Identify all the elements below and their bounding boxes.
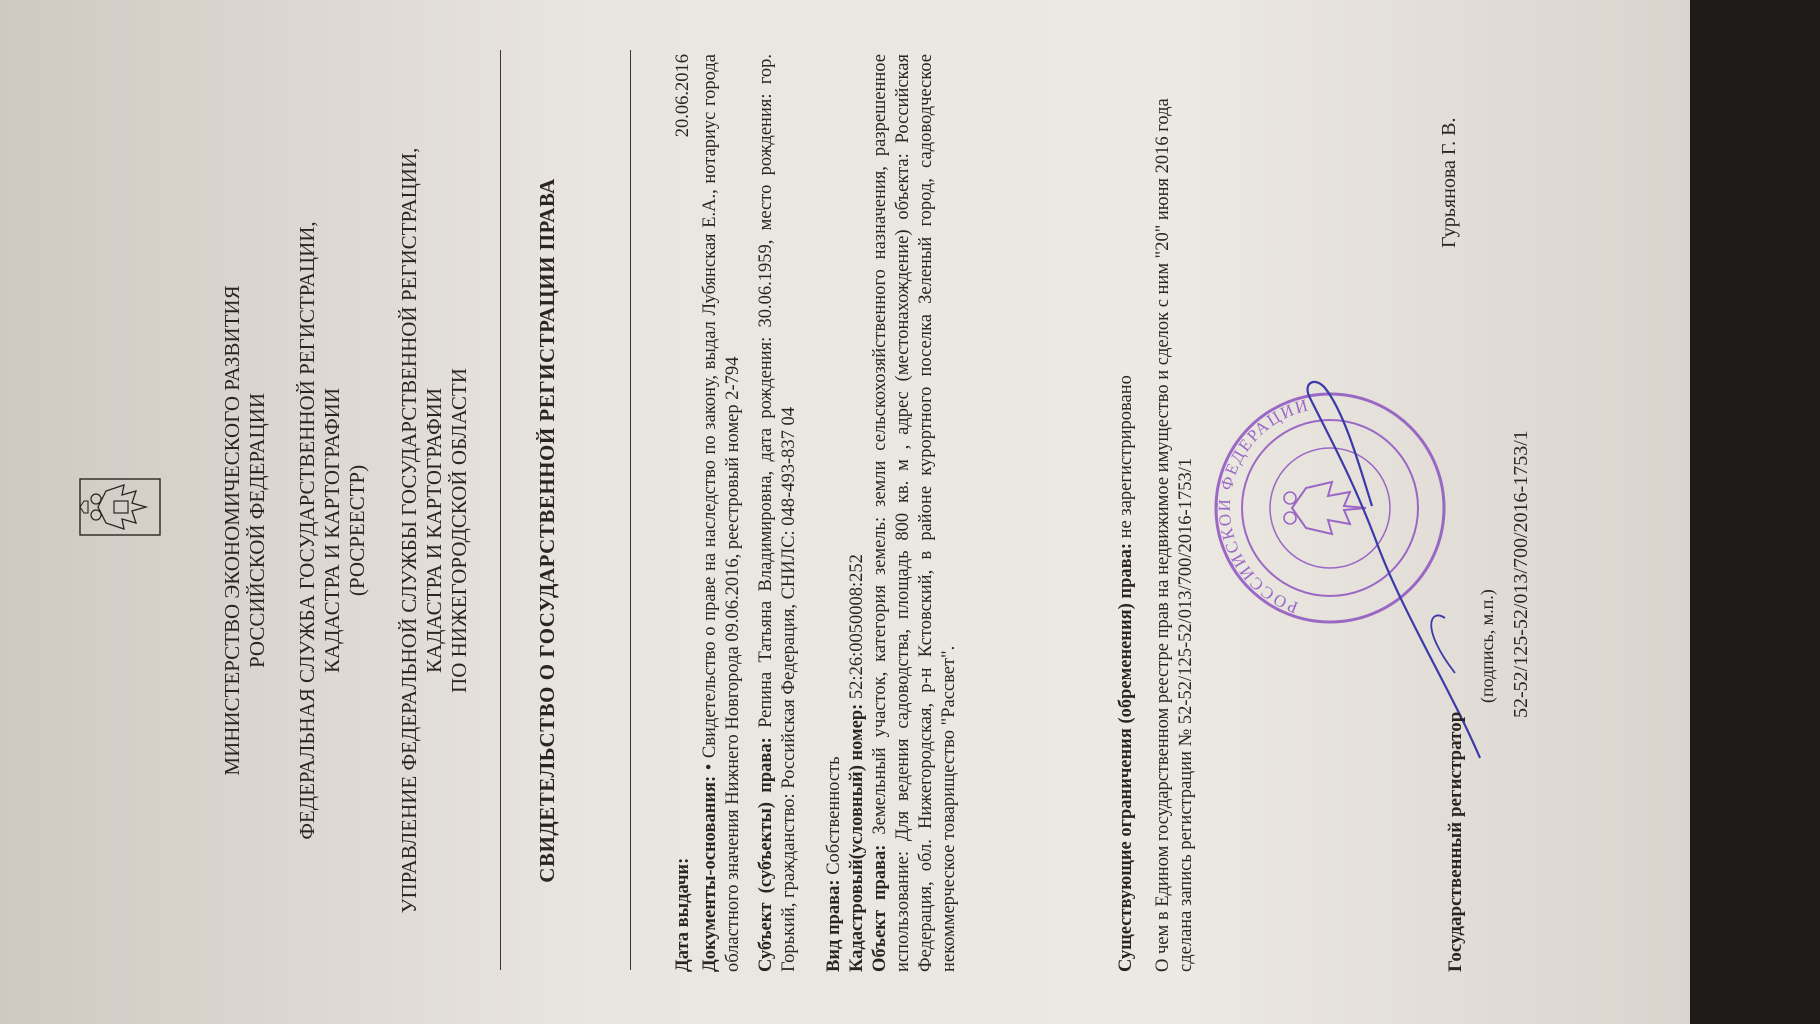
restrictions-value: не зарегистрировано: [1116, 375, 1136, 543]
issue-date: 20.06.2016: [673, 54, 693, 138]
bottom-divider: [630, 50, 631, 970]
service-heading: ФЕДЕРАЛЬНАЯ СЛУЖБА ГОСУДАРСТВЕННОЙ РЕГИСТРАЦИИ, КАДАСТРА И КАРТОГРАФИИ (РОСРЕЕСТР): [295, 221, 369, 840]
documents-value: • Свидетельство о праве на наследство по закону, выдал Лубянская Е.А., нотариус города областного значения Нижнего Новгорода 09.06.2016, реестровый номер 2-794: [700, 54, 743, 972]
certificate-page: [40, 43, 1532, 1018]
registration-record: О чем в Едином государственном реестре прав на недвижимое имущество и сделок с ним "20" июня 2016 года сделана запись регистрации № 52-52/125-52/013/700/2016-1753/1: [1153, 98, 1196, 972]
documents-label: Документы-основания:: [700, 775, 720, 972]
right-type: [823, 54, 846, 972]
restrictions-label: Существующие ограничения (обременения) права:: [1116, 542, 1136, 972]
cadastral-number: [846, 54, 869, 972]
registration-number: 52-52/125-52/013/700/2016-1753/1: [1510, 430, 1532, 718]
registrar-name: Гурьянова Г. В.: [1438, 117, 1460, 248]
right-subject: [755, 54, 801, 972]
right-object: [869, 54, 961, 972]
stamp-text: РОССИЙСКОЙ ФЕДЕРАЦИИ: [1214, 395, 1312, 618]
restrictions-row: [1115, 54, 1138, 972]
registrar-label: Государственный регистратор: [1445, 711, 1466, 972]
certificate-body: [672, 54, 971, 972]
object-value: Земельный участок, категория земель: земли сельскохозяйственного назначения, разрешенное использование: Для ведения садоводства, площадь 800 кв. м , адрес (местонахождение) объекта: Российская Федерация, обл. Нижегородская, р-н Кстовский, в районе курортного поселка Зеленый город, садоводческое некоммерческое товарищество "Рассвет".: [870, 54, 959, 972]
issue-date-row: [672, 54, 695, 972]
object-label: Объект права:: [870, 844, 890, 972]
subject-label: Субъект (субъекты) права:: [756, 737, 776, 972]
documents-basis: [699, 54, 745, 972]
cadastral-label: Кадастровый(условный) номер:: [847, 703, 867, 972]
issue-date-label: Дата выдачи:: [673, 857, 693, 972]
subject-value: Репина Татьяна Владимировна, дата рождения: 30.06.1959, место рождения: гор. Горький, гражданство: Российская Федерация, СНИЛС: 048-493-837 04: [756, 53, 799, 972]
top-divider: [500, 50, 501, 970]
cadastral-value: 52:26:0050008:252: [847, 554, 867, 704]
right-type-label: Вид права:: [824, 879, 844, 972]
certificate-title: СВИДЕТЕЛЬСТВО О ГОСУДАРСТВЕННОЙ РЕГИСТРАЦИИ ПРАВА: [535, 178, 559, 883]
russian-coat-of-arms-icon: [76, 461, 168, 553]
right-type-value: Собственность: [824, 756, 844, 880]
department-heading: УПРАВЛЕНИЕ ФЕДЕРАЛЬНОЙ СЛУЖБЫ ГОСУДАРСТВЕННОЙ РЕГИСТРАЦИИ, КАДАСТРА И КАРТОГРАФИИ ПО НИЖЕГОРОДСКОЙ ОБЛАСТИ: [397, 147, 471, 914]
restrictions-section: [1115, 54, 1212, 972]
ministry-heading: МИНИСТЕРСТВО ЭКОНОМИЧЕСКОГО РАЗВИТИЯ РОССИЙСКОЙ ФЕДЕРАЦИИ: [220, 285, 269, 776]
signature-note: (подпись, м.п.): [1477, 589, 1497, 703]
